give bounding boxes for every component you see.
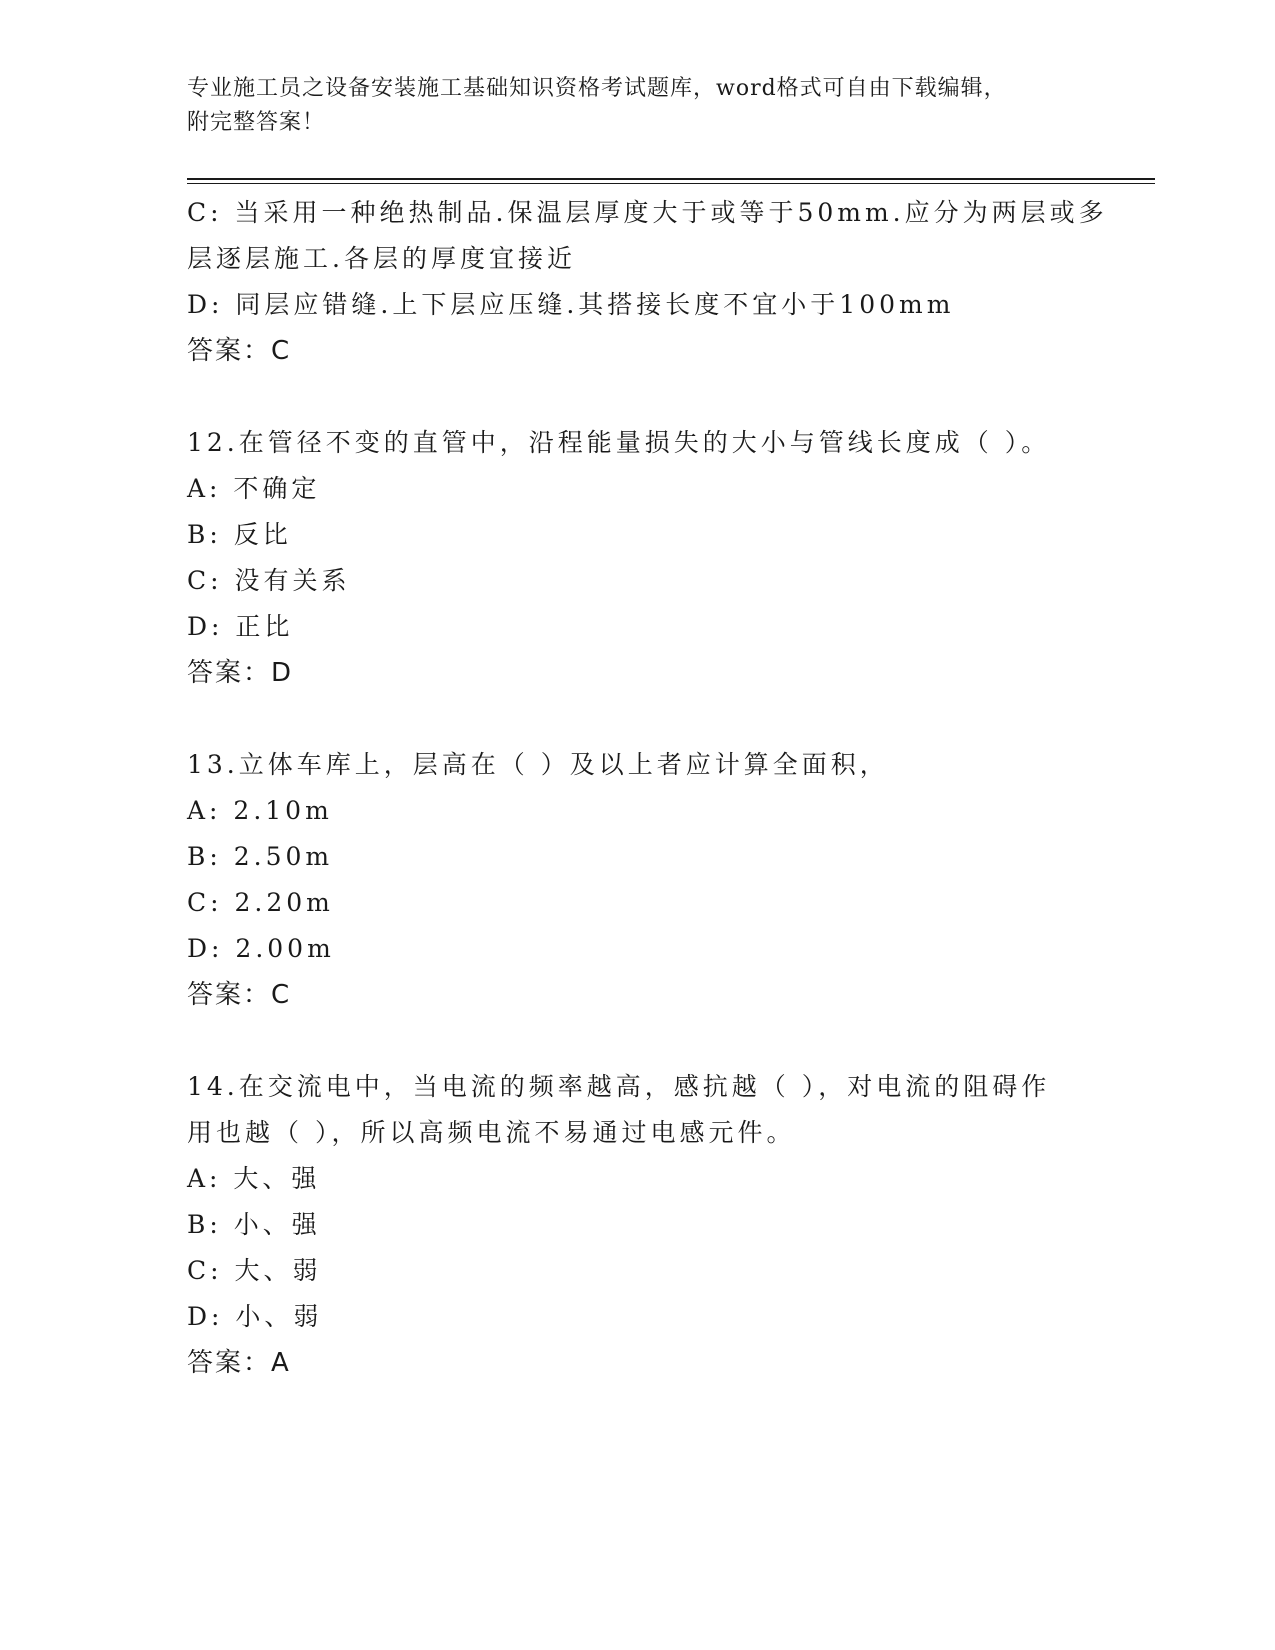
question-stem-line-1: 14.在交流电中，当电流的频率越高，感抗越（ ），对电流的阻碍作 — [187, 1072, 1051, 1101]
option-d: D: 小、弱 — [187, 1302, 323, 1331]
option-a: A: 不确定 — [187, 474, 321, 503]
option-d: D: 同层应错缝.上下层应压缝.其搭接长度不宜小于100mm — [187, 290, 955, 319]
document-header — [187, 72, 1087, 140]
option-c-line-1: C: 当采用一种绝热制品.保温层厚度大于或等于50mm.应分为两层或多 — [187, 198, 1108, 227]
header-divider-thick — [187, 178, 1155, 180]
question-13 — [187, 742, 1087, 1018]
question-stem: 12.在管径不变的直管中，沿程能量损失的大小与管线长度成（ ）。 — [187, 428, 1051, 457]
question-12 — [187, 420, 1087, 696]
answer-line: 答案：D — [187, 658, 294, 688]
answer-line: 答案：C — [187, 980, 292, 1010]
question-list — [187, 190, 1108, 1386]
header-divider-thin — [187, 183, 1155, 184]
question-stem: 13.立体车库上，层高在（ ）及以上者应计算全面积， — [187, 750, 889, 779]
answer-line: 答案：A — [187, 1348, 291, 1378]
option-b: B: 小、强 — [187, 1210, 321, 1239]
option-c: C: 大、弱 — [187, 1256, 322, 1285]
header-line-1: 专业施工员之设备安装施工基础知识资格考试题库，word格式可自由下载编辑， — [187, 76, 1007, 101]
answer-line: 答案：C — [187, 336, 292, 366]
spacer — [187, 696, 1087, 742]
option-d: D: 2.00m — [187, 934, 335, 963]
option-a: A: 2.10m — [187, 796, 333, 825]
option-d: D: 正比 — [187, 612, 294, 641]
question-14 — [187, 1064, 1087, 1386]
option-b: B: 反比 — [187, 520, 292, 549]
spacer — [187, 1018, 1087, 1064]
option-c: C: 2.20m — [187, 888, 334, 917]
option-c-line-2: 层逐层施工.各层的厚度宜接近 — [187, 244, 576, 273]
option-b: B: 2.50m — [187, 842, 334, 871]
question-stem-line-2: 用也越（ ），所以高频电流不易通过电感元件。 — [187, 1118, 796, 1147]
header-line-2: 附完整答案！ — [187, 110, 326, 135]
spacer — [187, 374, 1087, 420]
option-c: C: 没有关系 — [187, 566, 351, 595]
previous-question-tail — [187, 190, 1108, 374]
option-a: A: 大、强 — [187, 1164, 321, 1193]
